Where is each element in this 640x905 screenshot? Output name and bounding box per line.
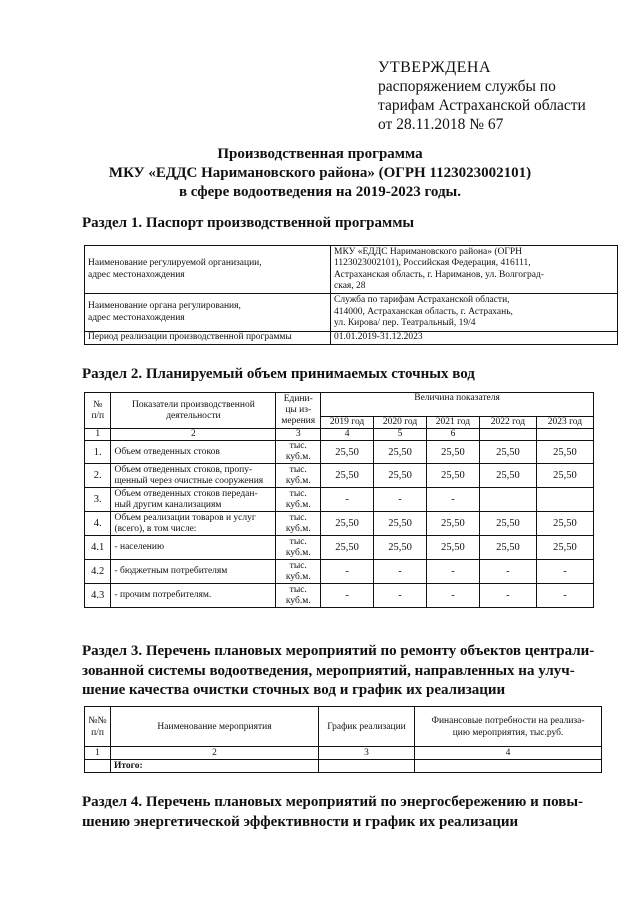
cell-text: Едини- bbox=[283, 394, 313, 404]
value-cell: - bbox=[426, 560, 479, 584]
section3-heading bbox=[82, 642, 602, 701]
header-cell bbox=[85, 393, 111, 429]
header-cell: Величина показателя bbox=[321, 393, 594, 417]
index-cell: 6 bbox=[426, 429, 479, 441]
table-header-row bbox=[85, 707, 602, 747]
title-line: МКУ «ЕДДС Наримановского района» (ОГРН 1123023002101) bbox=[108, 165, 532, 181]
value-cell: 25,50 bbox=[426, 512, 479, 536]
index-cell bbox=[479, 429, 536, 441]
approval-heading: УТВЕРЖДЕНА bbox=[378, 59, 492, 76]
index-cell: 5 bbox=[374, 429, 427, 441]
cell-text: цию мероприятия, тыс.руб. bbox=[452, 727, 564, 738]
index-row bbox=[85, 747, 602, 760]
cell-text: - населению bbox=[114, 542, 165, 552]
cell-text: ская, 28 bbox=[334, 281, 366, 291]
year-cell: 2020 год bbox=[374, 417, 427, 429]
cell-text: куб.м. bbox=[285, 595, 311, 606]
unit-cell bbox=[276, 464, 321, 488]
row-number: 4.2 bbox=[85, 560, 111, 584]
row-number: 4. bbox=[85, 512, 111, 536]
index-cell: 1 bbox=[85, 429, 111, 441]
cell-text: мерения bbox=[281, 416, 316, 426]
value-cell: 25,50 bbox=[536, 536, 593, 560]
unit-cell bbox=[276, 584, 321, 608]
index-cell bbox=[536, 429, 593, 441]
table-row bbox=[85, 536, 594, 560]
index-cell: 4 bbox=[415, 747, 602, 760]
value-cell: - bbox=[536, 560, 593, 584]
header-cell bbox=[85, 707, 111, 747]
cell-text: тыс. bbox=[289, 488, 307, 499]
value-cell: 25,50 bbox=[321, 536, 374, 560]
table-row bbox=[85, 246, 618, 294]
table-row bbox=[85, 294, 618, 332]
index-cell: 2 bbox=[111, 747, 319, 760]
heading-line: Раздел 3. Перечень плановых мероприятий по ремонту объектов централи- bbox=[82, 643, 595, 659]
header-cell bbox=[276, 393, 321, 429]
cell-text: цы из- bbox=[285, 405, 312, 415]
value-cell: 25,50 bbox=[321, 464, 374, 488]
section2-heading: Раздел 2. Планируемый объем принимаемых сточных вод bbox=[82, 366, 475, 382]
row-number: 1. bbox=[85, 441, 111, 464]
table-cell: Период реализации производственной программы bbox=[85, 332, 331, 345]
cell-text: адрес местонахождения bbox=[88, 312, 185, 323]
heading-line: шение качества очистки сточных вод и график их реализации bbox=[82, 682, 506, 698]
cell-text: Служба по тарифам Астраханской области, bbox=[334, 295, 510, 306]
table-row bbox=[85, 464, 594, 488]
value-cell: - bbox=[321, 488, 374, 512]
value-cell: 25,50 bbox=[374, 536, 427, 560]
indicator-name bbox=[111, 441, 276, 464]
indicator-name bbox=[111, 584, 276, 608]
title-line: Производственная программа bbox=[217, 146, 423, 162]
indicator-name bbox=[111, 464, 276, 488]
approval-block bbox=[378, 58, 586, 134]
activities-table bbox=[84, 706, 602, 773]
unit-cell bbox=[276, 560, 321, 584]
table-cell bbox=[319, 760, 415, 773]
cell-text: №№ bbox=[88, 715, 107, 726]
cell-text: куб.м. bbox=[285, 571, 311, 582]
table-row bbox=[85, 512, 594, 536]
cell-text: деятельности bbox=[166, 410, 221, 421]
heading-line: шению энергетической эффективности и график их реализации bbox=[82, 813, 519, 830]
cell-text: Наименование органа регулирования, bbox=[88, 301, 241, 311]
value-cell: - bbox=[321, 584, 374, 608]
cell-text: куб.м. bbox=[285, 499, 311, 510]
cell-text: куб.м. bbox=[285, 547, 311, 558]
value-cell: 25,50 bbox=[426, 441, 479, 464]
value-cell: 25,50 bbox=[374, 441, 427, 464]
table-cell bbox=[85, 294, 331, 332]
cell-text: МКУ «ЕДДС Наримановского района» (ОГРН bbox=[334, 246, 523, 257]
value-cell: 25,50 bbox=[536, 464, 593, 488]
cell-text: куб.м. bbox=[285, 475, 311, 486]
value-cell: 25,50 bbox=[479, 536, 536, 560]
cell-text: тыс. bbox=[289, 584, 307, 595]
index-cell: 4 bbox=[321, 429, 374, 441]
unit-cell bbox=[276, 512, 321, 536]
value-cell: - bbox=[374, 488, 427, 512]
header-cell: Наименование мероприятия bbox=[111, 707, 319, 747]
cell-text: 1123023002101), Российская Федерация, 416111, bbox=[334, 258, 531, 268]
index-cell: 3 bbox=[319, 747, 415, 760]
value-cell: 25,50 bbox=[426, 464, 479, 488]
total-label: Итого: bbox=[111, 760, 319, 773]
value-cell: - bbox=[479, 584, 536, 608]
value-cell: - bbox=[374, 584, 427, 608]
volume-table-body bbox=[85, 441, 594, 608]
approval-date: от 28.11.2018 № 67 bbox=[378, 116, 504, 133]
table-cell: 01.01.2019-31.12.2023 bbox=[331, 332, 618, 345]
cell-text: ный другим канализациям bbox=[114, 499, 222, 510]
document-title bbox=[0, 145, 640, 202]
cell-text: Показатели производственной bbox=[132, 399, 255, 410]
cell-text: 414000, Астраханская область, г. Астрахань, bbox=[334, 306, 513, 317]
total-row bbox=[85, 760, 602, 773]
cell-text: тыс. bbox=[289, 441, 307, 451]
cell-text: тыс. bbox=[289, 464, 307, 475]
title-line: в сфере водоотведения на 2019-2023 годы. bbox=[178, 184, 462, 200]
year-cell: 2021 год bbox=[426, 417, 479, 429]
table-header-row bbox=[85, 393, 594, 417]
year-cell: 2022 год bbox=[479, 417, 536, 429]
cell-text: Объем отведенных стоков bbox=[114, 446, 220, 457]
cell-text: (всего), в том числе: bbox=[114, 523, 197, 534]
row-number: 2. bbox=[85, 464, 111, 488]
index-cell: 1 bbox=[85, 747, 111, 760]
cell-text: щенный через очистные сооружения bbox=[114, 475, 264, 486]
cell-text: Объем отведенных стоков передан- bbox=[114, 488, 258, 499]
passport-table bbox=[84, 245, 618, 345]
cell-text: ул. Кирова/ пер. Театральный, 19/4 bbox=[334, 318, 476, 329]
year-cell: 2023 год bbox=[536, 417, 593, 429]
cell-text: тыс. bbox=[289, 560, 307, 571]
unit-cell bbox=[276, 488, 321, 512]
index-cell: 3 bbox=[276, 429, 321, 441]
year-cell: 2019 год bbox=[321, 417, 374, 429]
indicator-name bbox=[111, 560, 276, 584]
value-cell: 25,50 bbox=[479, 512, 536, 536]
volume-table bbox=[84, 392, 594, 608]
cell-text: тыс. bbox=[289, 512, 307, 523]
value-cell: - bbox=[536, 584, 593, 608]
cell-text: - бюджетным потребителям bbox=[114, 566, 228, 576]
value-cell: 25,50 bbox=[479, 464, 536, 488]
value-cell bbox=[479, 488, 536, 512]
table-cell bbox=[85, 246, 331, 294]
cell-text: Астраханская область, г. Нариманов, ул. Волгоград- bbox=[334, 269, 544, 280]
value-cell: 25,50 bbox=[426, 536, 479, 560]
value-cell: 25,50 bbox=[321, 512, 374, 536]
value-cell: 25,50 bbox=[536, 512, 593, 536]
heading-line: Раздел 4. Перечень плановых мероприятий по энергосбережению и повы- bbox=[82, 794, 584, 810]
value-cell: 25,50 bbox=[536, 441, 593, 464]
value-cell: 25,50 bbox=[321, 441, 374, 464]
value-cell bbox=[536, 488, 593, 512]
section1-heading: Раздел 1. Паспорт производственной программы bbox=[82, 215, 415, 231]
cell-text: п/п bbox=[91, 410, 105, 421]
value-cell: - bbox=[374, 560, 427, 584]
cell-text: - прочим потребителям. bbox=[114, 590, 212, 600]
approval-line: тарифам Астраханской области bbox=[378, 97, 586, 114]
row-number: 3. bbox=[85, 488, 111, 512]
row-number: 4.1 bbox=[85, 536, 111, 560]
section4-heading bbox=[82, 793, 602, 832]
table-row bbox=[85, 488, 594, 512]
cell-text: куб.м. bbox=[285, 452, 311, 462]
unit-cell bbox=[276, 536, 321, 560]
approval-line: распоряжением службы по bbox=[378, 78, 556, 95]
cell-text: п/п bbox=[91, 727, 104, 738]
table-row bbox=[85, 441, 594, 464]
row-number: 4.3 bbox=[85, 584, 111, 608]
value-cell: - bbox=[426, 488, 479, 512]
cell-text: тыс. bbox=[289, 536, 307, 547]
table-row bbox=[85, 332, 618, 345]
cell-text: адрес местонахождения bbox=[88, 269, 185, 280]
header-cell bbox=[415, 707, 602, 747]
indicator-name bbox=[111, 536, 276, 560]
cell-text: Объем отведенных стоков, пропу- bbox=[114, 464, 253, 475]
cell-text: Объем реализации товаров и услуг bbox=[114, 512, 256, 523]
header-cell: График реализации bbox=[319, 707, 415, 747]
value-cell: 25,50 bbox=[374, 512, 427, 536]
value-cell: - bbox=[479, 560, 536, 584]
indicator-name bbox=[111, 488, 276, 512]
header-cell bbox=[111, 393, 276, 429]
index-row bbox=[85, 429, 594, 441]
cell-text: № bbox=[93, 399, 103, 410]
cell-text: Наименование регулируемой организации, bbox=[88, 258, 262, 268]
heading-line: зованной системы водоотведения, мероприятий, направленных на улуч- bbox=[82, 662, 575, 679]
table-cell bbox=[415, 760, 602, 773]
cell-text: куб.м. bbox=[285, 523, 311, 534]
table-cell bbox=[331, 294, 618, 332]
value-cell: - bbox=[426, 584, 479, 608]
table-cell bbox=[85, 760, 111, 773]
indicator-name bbox=[111, 512, 276, 536]
unit-cell bbox=[276, 441, 321, 464]
table-cell bbox=[331, 246, 618, 294]
table-row bbox=[85, 560, 594, 584]
index-cell: 2 bbox=[111, 429, 276, 441]
table-row bbox=[85, 584, 594, 608]
value-cell: 25,50 bbox=[374, 464, 427, 488]
value-cell: 25,50 bbox=[479, 441, 536, 464]
value-cell: - bbox=[321, 560, 374, 584]
cell-text: Финансовые потребности на реализа- bbox=[431, 715, 585, 726]
